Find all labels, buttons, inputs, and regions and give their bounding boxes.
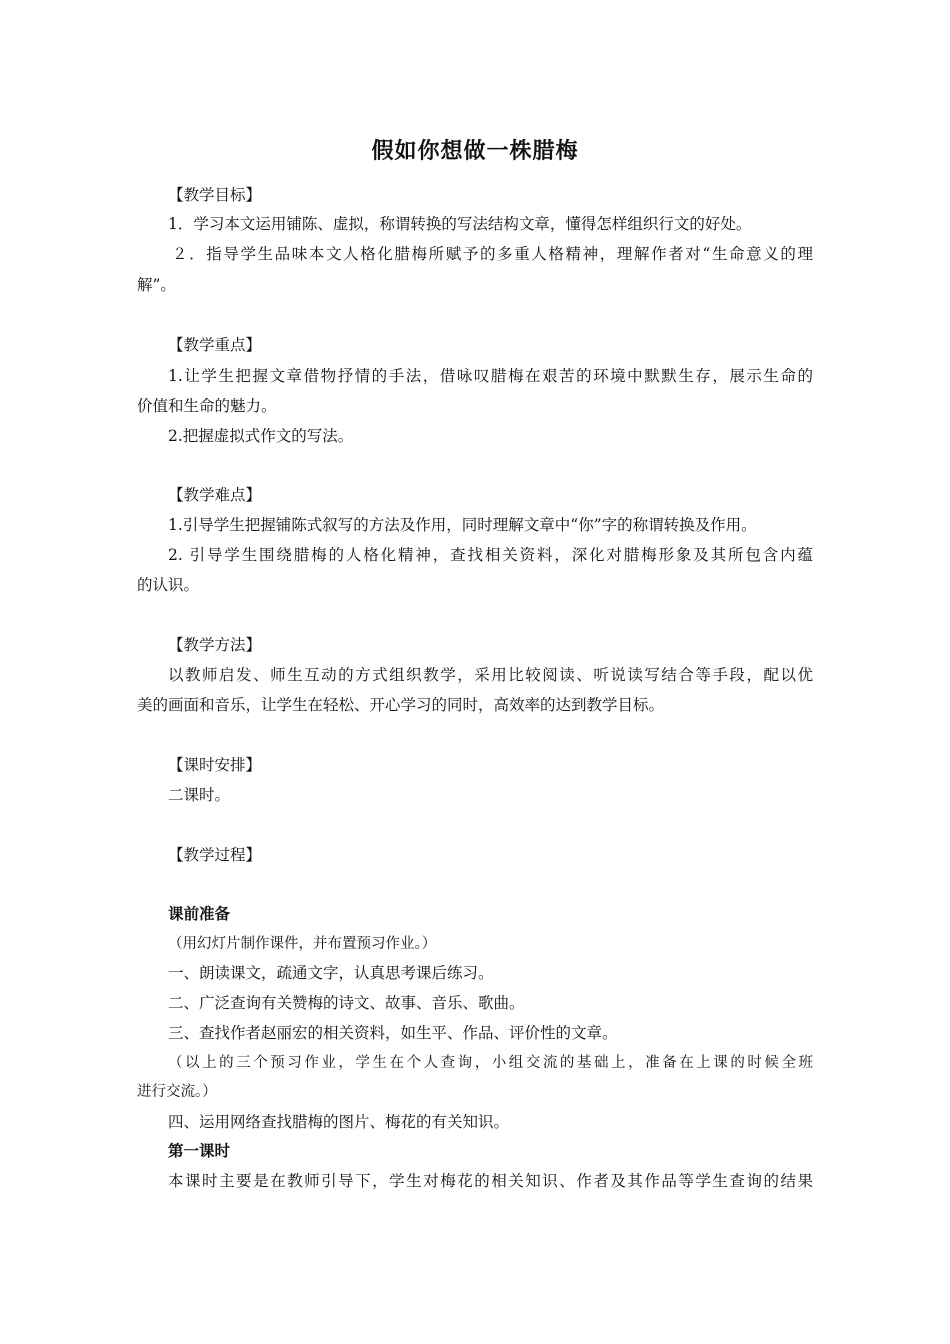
methods-line-1: 以教师启发、师生互动的方式组织教学，采用比较阅读、听说读写结合等手段，配以优 <box>168 666 813 684</box>
prep-item-4: 四、运用网络查找腊梅的图片、梅花的有关知识。 <box>168 1113 510 1131</box>
prep-heading: 课前准备 <box>168 905 231 923</box>
prep-item-1: 一、朗读课文，疏通文字，认真思考课后练习。 <box>168 964 494 982</box>
lesson-1-text: 本课时主要是在教师引导下，学生对梅花的相关知识、作者及其作品等学生查询的结果 <box>168 1172 813 1190</box>
process-heading: 【教学过程】 <box>168 846 262 864</box>
difficulties-heading: 【教学难点】 <box>168 486 262 504</box>
schedule-text: 二课时。 <box>168 786 231 804</box>
prep-item-2: 二、广泛查询有关赞梅的诗文、故事、音乐、歌曲。 <box>168 994 525 1012</box>
lesson-1-heading: 第一课时 <box>168 1142 231 1160</box>
schedule-heading: 【课时安排】 <box>168 756 262 774</box>
difficulties-item-2-line-2: 的认识。 <box>137 576 200 594</box>
prep-note: （用幻灯片制作课件，并布置预习作业。） <box>168 936 437 952</box>
methods-heading: 【教学方法】 <box>168 636 262 654</box>
objectives-item-2-line-2: 解”。 <box>137 276 176 294</box>
document-title: 假如你想做一株腊梅 <box>371 139 579 164</box>
methods-line-2: 美的画面和音乐，让学生在轻松、开心学习的同时，高效率的达到教学目标。 <box>137 696 665 714</box>
objectives-heading: 【教学目标】 <box>168 186 262 204</box>
prep-item-3: 三、查找作者赵丽宏的相关资料，如生平、作品、评价性的文章。 <box>168 1024 618 1042</box>
prep-remark-line-2: 进行交流。） <box>137 1084 217 1100</box>
key-points-heading: 【教学重点】 <box>168 336 262 354</box>
prep-remark-line-1: （以上的三个预习作业，学生在个人查询，小组交流的基础上，准备在上课的时候全班 <box>168 1055 813 1071</box>
key-points-item-1-line-1: 1.让学生把握文章借物抒情的手法，借咏叹腊梅在艰苦的环境中默默生存，展示生命的 <box>168 367 813 385</box>
difficulties-item-2-line-1: 2. 引导学生围绕腊梅的人格化精神，查找相关资料，深化对腊梅形象及其所包含内蕴 <box>168 546 813 564</box>
key-points-item-2: 2.把握虚拟式作文的写法。 <box>168 427 354 445</box>
objectives-item-1: 1．学习本文运用铺陈、虚拟，称谓转换的写法结构文章，懂得怎样组织行文的好处。 <box>168 215 752 233</box>
key-points-item-1-line-2: 价值和生命的魅力。 <box>137 397 277 415</box>
difficulties-item-1: 1.引导学生把握铺陈式叙写的方法及作用，同时理解文章中“你”字的称谓转换及作用。 <box>168 516 757 534</box>
objectives-item-2-line-1: ２．指导学生品味本文人格化腊梅所赋予的多重人格精神，理解作者对“生命意义的理 <box>172 245 813 263</box>
